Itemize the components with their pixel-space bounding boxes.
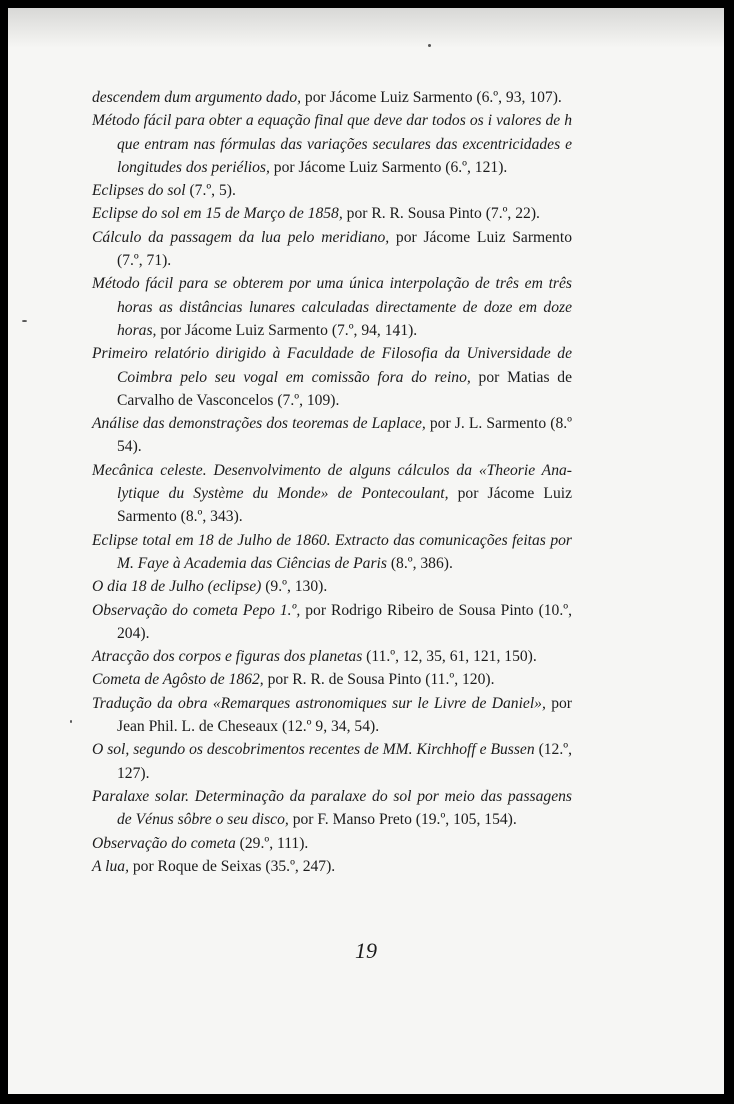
entry-title: A lua, xyxy=(92,857,129,875)
entry-citation: (12.º, 127). xyxy=(117,741,572,782)
entry-title: Eclipses do sol xyxy=(92,182,186,200)
entry-citation: por R. R. de Sousa Pinto (11.º, 120). xyxy=(263,671,495,689)
entry-citation: por Jácome Luiz Sarmento (7.º, 94, 141). xyxy=(156,321,418,339)
bibliography-entry xyxy=(92,272,572,342)
entry-citation: por Jean Phil. L. de Cheseaux (12.º 9, 34, 54). xyxy=(117,694,572,736)
entry-title: Método fácil para se obterem por uma única interpolação de três em três horas as distâncias lunares calculadas directamente de doze em doze horas, xyxy=(92,275,572,339)
entry-title: O sol, segundo os descobrimentos recentes de MM. Kirchhoff e Bussen xyxy=(92,741,535,759)
bibliography-entry xyxy=(92,692,572,739)
scan-speck xyxy=(428,44,431,47)
bibliography-entry xyxy=(92,785,572,832)
entry-title: Primeiro relatório dirigido à Faculdade de Filosofia da Universidade de Coimbra pelo seu vogal em comissão fora do reino, xyxy=(92,345,572,386)
entry-citation: por Rodrigo Ribeiro de Sousa Pinto (10.º, 204). xyxy=(117,601,572,642)
bibliography-entry xyxy=(92,738,572,785)
bibliography-entry xyxy=(92,668,572,691)
scan-speck xyxy=(70,720,72,723)
entry-title: O dia 18 de Julho (eclipse) xyxy=(92,578,262,596)
entry-citation: por J. L. Sarmento (8.º 54). xyxy=(117,415,572,456)
bibliography-entry xyxy=(92,179,572,202)
entry-title: Cálculo da passagem da lua pelo meridiano, xyxy=(92,228,390,246)
page-number: 19 xyxy=(355,938,377,963)
scan-shadow xyxy=(8,8,724,48)
bibliography-entry xyxy=(92,412,572,459)
bibliography-entry xyxy=(92,86,572,109)
bibliography-entry xyxy=(92,459,572,529)
entry-title: Paralaxe solar. Determinação da paralaxe do sol por meio das passagens de Vénus sôbre o seu disco, xyxy=(92,787,572,829)
entry-citation: (29.º, 111). xyxy=(235,834,309,852)
entry-citation: (9.º, 130). xyxy=(261,578,328,596)
entry-title: Atracção dos corpos e figuras dos planetas xyxy=(92,648,363,666)
bibliography-entry xyxy=(92,342,572,412)
entry-citation: por Matias de Carvalho de Vasconcelos (7.º, 109). xyxy=(117,368,572,409)
entry-citation: por Jácome Luiz Sarmento (8.º, 343). xyxy=(117,485,572,526)
bibliography-entry xyxy=(92,226,572,273)
entry-title: Cometa de Agôsto de 1862, xyxy=(92,671,264,689)
bibliography-entry xyxy=(92,645,572,668)
entry-title: descendem dum argumento dado, xyxy=(92,89,302,106)
entry-citation: (8.º, 386). xyxy=(386,554,453,572)
entry-citation: por Jácome Luiz Sarmento (6.º, 121). xyxy=(269,158,508,176)
entry-citation: por F. Manso Preto (19.º, 105, 154). xyxy=(288,811,517,829)
entry-title: Observação do cometa xyxy=(92,834,236,852)
entry-citation: por R. R. Sousa Pinto (7.º, 22). xyxy=(342,205,540,223)
bibliography-entry xyxy=(92,832,572,855)
entry-title: Tradução da obra «Remarques astronomiques sur le Livre de Daniel», xyxy=(92,694,546,712)
entry-title: Mecânica celeste. Desenvolvimento de alguns cálculos da «Theorie Analytique du Système du Monde» de Pontecoulant, xyxy=(92,461,572,503)
entry-citation: por Jácome Luiz Sarmento (6.º, 93, 107). xyxy=(301,89,562,106)
bibliography-entry xyxy=(92,202,572,225)
entry-title: Método fácil para obter a equação final que deve dar todos os i valores de h que entram nas fórmulas das variações seculares das excentricidades e longitudes dos periélios, xyxy=(92,112,572,176)
scan-speck xyxy=(22,320,27,322)
bibliography-entry xyxy=(92,855,572,878)
entry-title: Observação do cometa Pepo 1.º, xyxy=(92,601,301,619)
entry-title: Eclipse do sol em 15 de Março de 1858, xyxy=(92,205,343,223)
bibliography-entry xyxy=(92,529,572,576)
entry-citation: por Roque de Seixas (35.º, 247). xyxy=(128,857,336,875)
entry-citation: por Jácome Luiz Sarmento (7.º, 71). xyxy=(117,228,572,270)
book-page xyxy=(8,8,724,1094)
bibliography-list xyxy=(92,86,572,878)
entry-citation: (11.º, 12, 35, 61, 121, 150). xyxy=(362,648,537,666)
entry-citation: (7.º, 5). xyxy=(185,182,236,200)
entry-title: Eclipse total em 18 de Julho de 1860. Extracto das comunicações feitas por M. Faye à Academia das Ciências de Paris xyxy=(92,531,572,572)
bibliography-entry xyxy=(92,575,572,598)
bibliography-entry xyxy=(92,599,572,646)
entry-title: Análise das demonstrações dos teoremas de Laplace, xyxy=(92,415,426,433)
bibliography-entry xyxy=(92,109,572,179)
